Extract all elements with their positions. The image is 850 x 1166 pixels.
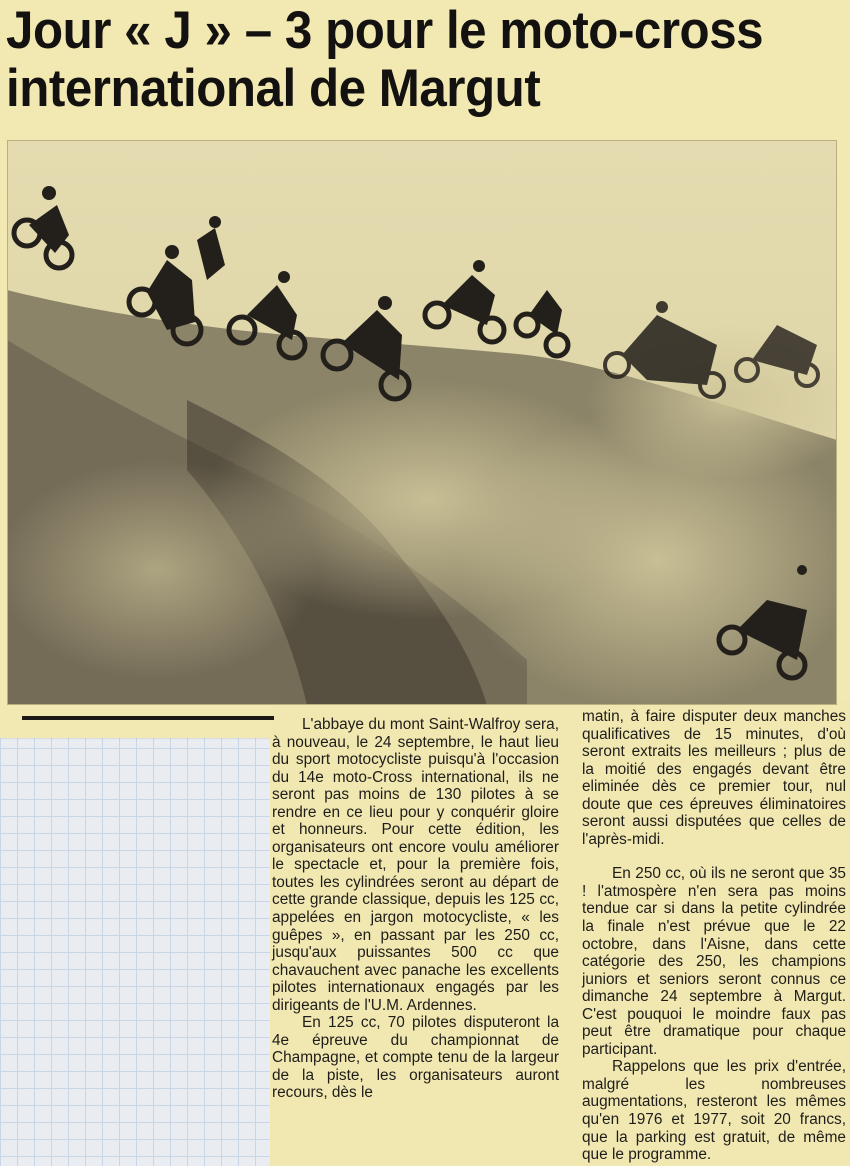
paragraph: Rappelons que les prix d'entrée, malgré les nombreuses augmentations, resteront les mêmes qu'en 1976 et 1977, soit 20 francs, que la parking est gratuit, de même que le programme. (582, 1058, 846, 1164)
headline-line-1: Jour « J » – 3 pour le moto-cross (6, 1, 764, 60)
paragraph-gap (582, 848, 846, 865)
paragraph: L'abbaye du mont Saint-Walfroy sera, à nouveau, le 24 septembre, le haut lieu du sport motocycliste puisqu'à l'occasion du 14e moto-Cross international, ils ne seront pas moins de 130 pilotes à se rendre en ce lieu pour y conquérir gloire et honneurs. Pour cette édition, les organisateurs ont encore voulu améliorer le spectacle et, pour la première fois, toutes les cylindrées seront au départ de cette grande classique, depuis les 125 cc, appelées en jargon motocycliste, « les guêpes », en passant par les 250 cc, jusqu'aux puissantes 500 cc que chavauchent avec panache les excellents pilotes internationaux engagés par les dirigeants de l'U.M. Ardennes. (272, 716, 559, 1014)
paragraph: En 250 cc, où ils ne seront que 35 ! l'atmospère n'en sera pas moins tendue car si dans la petite cylindrée la finale n'est prévue que le 22 octobre, dans l'Aisne, dans cette catégorie des 250, les champions juniors et seniors seront connus ce dimanche 24 septembre à Margut. C'est pouquoi le moindre faux pas peut être dramatique pour chaque participant. (582, 865, 846, 1058)
headline (6, 2, 785, 118)
article-column-1 (272, 716, 559, 1102)
column-rule (22, 716, 274, 720)
paragraph: matin, à faire disputer deux manches qualificatives de 15 minutes, d'où seront extraits les meilleurs ; plus de la moitié des engagés devant être eliminée dès ce premier tour, nul doute que ces épreuves éliminatoires seront aussi disputées que celles de l'après-midi. (582, 708, 846, 848)
paragraph: En 125 cc, 70 pilotes disputeront la 4e épreuve du championnat de Champagne, et compte tenu de la largeur de la piste, les organisateurs auront recours, dès le (272, 1014, 559, 1102)
motocross-photo (7, 140, 837, 705)
article-column-2 (582, 708, 846, 1164)
headline-line-2: international de Margut (6, 59, 541, 118)
